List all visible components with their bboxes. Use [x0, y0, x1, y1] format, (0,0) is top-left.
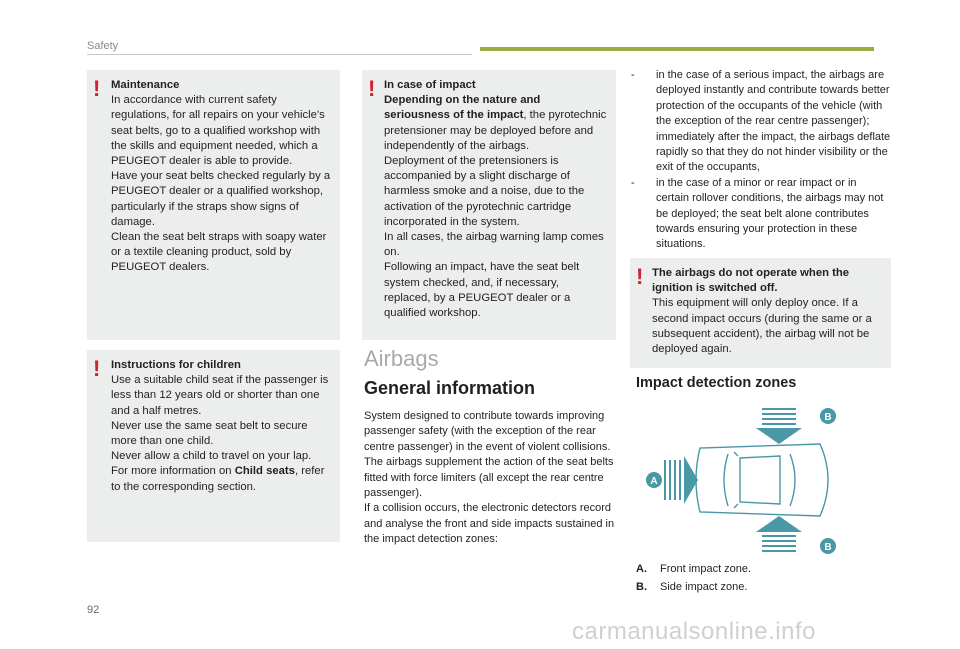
legend-text: Side impact zone. — [660, 581, 748, 593]
impact-paragraph: Deployment of the pretensioners is accompanied by a slight discharge of harmless smoke and a noise, due to the activation of the pyrotechnic cartridge incorporated in the system. — [384, 155, 585, 228]
more-prefix: For more information on — [111, 465, 235, 478]
general-information-text — [364, 409, 616, 548]
impact-lead-rest: , the pyrotechnic pretensioner may be deployed before and independently of the airbags. — [384, 109, 607, 152]
child-seats-reference: Child seats — [234, 465, 295, 478]
impact-zones-diagram — [640, 400, 840, 560]
warning-exclamation-icon: ! — [93, 356, 101, 381]
car-outline-icon — [696, 444, 828, 516]
side-impact-arrow-bottom — [756, 516, 802, 552]
legend-item — [636, 560, 751, 578]
legend-item — [636, 578, 751, 596]
list-item: - in the case of a minor or rear impact or in certain rollover conditions, the airbags may not be deployed; the seat belt alone contributes towards ensuring your protection in these situations. — [631, 176, 884, 251]
page-number: 92 — [87, 604, 100, 616]
children-more-info — [111, 464, 332, 494]
list-item-text: in the case of a minor or rear impact or in certain rollover conditions, the airbags may not be deployed; the seat belt alone contributes towards ensuring your protection in these situations. — [656, 176, 884, 251]
airbags-heading: Airbags — [364, 346, 439, 371]
maintenance-paragraph: In accordance with current safety regulations, for all repairs on your vehicle's seat belts, go to a qualified workshop with the skills and equipment needed, which a PEUGEOT dealer is able to provide. — [111, 94, 325, 168]
impact-warning-box — [362, 70, 616, 340]
general-paragraph: System designed to contribute towards improving passenger safety (with the exception of the rear centre passenger) in the event of violent collisions. The airbags supplement the action of the seat belts fitted with force limiters (all except the rear centre passenger). — [364, 410, 614, 500]
maintenance-paragraph: Clean the seat belt straps with soapy water or a textile cleaning product, sold by PEUGEOT dealers. — [111, 231, 327, 274]
maintenance-title: Maintenance — [111, 79, 180, 91]
impact-lead — [384, 93, 608, 154]
label-b-bottom: B — [824, 542, 832, 553]
legend-key: B. — [636, 581, 647, 593]
warning-exclamation-icon: ! — [368, 76, 376, 101]
children-paragraph: Use a suitable child seat if the passenger is less than 12 years old or shorter than one and a half metres. — [111, 374, 329, 417]
front-impact-arrow — [664, 456, 698, 504]
maintenance-paragraph: Have your seat belts checked regularly by a PEUGEOT dealer or a qualified workshop, particularly if the straps show signs of damage. — [111, 170, 331, 228]
impact-zones-heading: Impact detection zones — [636, 375, 797, 391]
impact-lead-bold: Depending on the nature and seriousness of the impact — [384, 94, 541, 122]
warning-exclamation-icon: ! — [93, 76, 101, 101]
airbags-off-warning-box — [630, 258, 891, 368]
children-paragraph: Never use the same seat belt to secure more than one child. — [111, 419, 308, 448]
impact-paragraph: In all cases, the airbag warning lamp comes on. — [384, 231, 604, 259]
impact-paragraph: Following an impact, have the seat belt system checked, and, if necessary, replaced, by a PEUGEOT dealer or a qualified workshop. — [384, 261, 580, 320]
label-b-top: B — [824, 412, 832, 423]
airbags-off-text: This equipment will only deploy once. If a second impact occurs (during the same or a subsequent accident), the airbag will not be deployed again. — [652, 297, 872, 356]
impact-title: In case of impact — [384, 79, 476, 91]
children-title: Instructions for children — [111, 359, 241, 371]
header-rule — [87, 54, 472, 55]
general-paragraph: If a collision occurs, the electronic detectors record and analyse the front and side impacts sustained in the impact detection zones: — [364, 502, 615, 546]
children-paragraph: Never allow a child to travel on your lap. — [111, 450, 312, 463]
legend-text: Front impact zone. — [660, 563, 752, 575]
side-impact-arrow-top — [756, 408, 802, 444]
label-a: A — [650, 476, 658, 487]
impact-zones-legend — [636, 560, 751, 596]
section-label: Safety — [87, 40, 119, 52]
impact-dash-list — [631, 68, 891, 253]
maintenance-warning-box — [87, 70, 340, 340]
children-warning-box — [87, 350, 340, 542]
warning-exclamation-icon: ! — [636, 264, 644, 289]
airbags-off-title: The airbags do not operate when the ignition is switched off. — [652, 267, 850, 295]
list-item: - in the case of a serious impact, the airbags are deployed instantly and contribute towards better protection of the occupants of the vehicle (with the exception of the rear centre passenger); immediately after the impact, the airbags deflate rapidly so that they do not hinder visibility or the exit of the occupants, — [631, 69, 891, 174]
watermark: carmanualsonline.info — [572, 618, 816, 645]
more-suffix: , refer to the corresponding section. — [111, 465, 325, 493]
header-accent-bar — [480, 47, 874, 51]
general-information-heading: General information — [364, 378, 536, 398]
list-item-text: in the case of a serious impact, the airbags are deployed instantly and contribute towards better protection of the occupants of the vehicle (with the exception of the rear centre passenger); immediately after the impact, the airbags deflate rapidly so that they do not hinder visibility or the exit of the occupants, — [656, 69, 891, 174]
legend-key: A. — [636, 563, 647, 575]
